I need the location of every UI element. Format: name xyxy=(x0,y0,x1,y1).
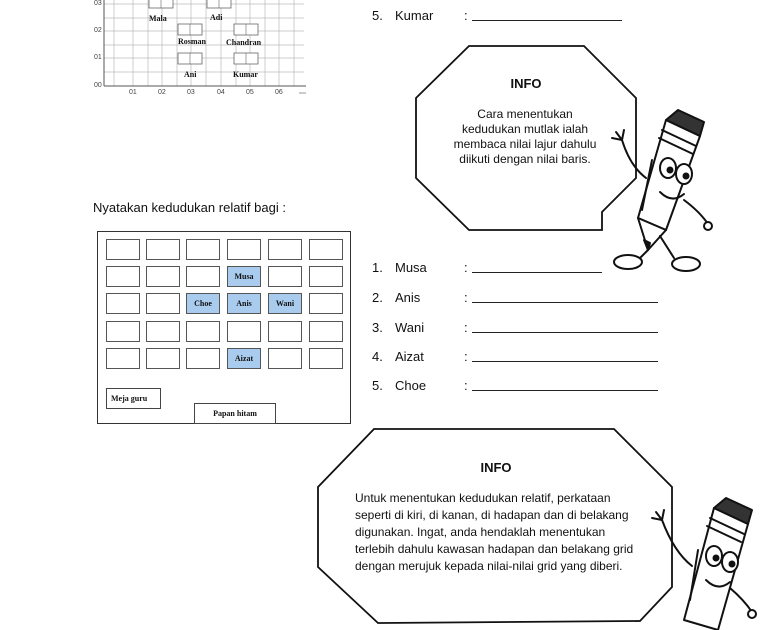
question-name: Anis xyxy=(395,290,421,305)
question-name: Wani xyxy=(395,320,425,335)
question-number: 5. xyxy=(372,8,383,23)
y-tick: 03 xyxy=(94,0,102,7)
seat xyxy=(186,266,220,287)
question-name: Musa xyxy=(395,260,427,275)
seat xyxy=(268,321,302,342)
seat xyxy=(309,293,343,314)
question-number: 1. xyxy=(372,260,383,275)
seat xyxy=(146,266,180,287)
seat xyxy=(186,239,220,260)
x-tick: 03 xyxy=(187,89,195,96)
question-name: Aizat xyxy=(395,349,424,364)
absolute-position-grid xyxy=(92,0,310,98)
pencil-mascot-icon xyxy=(648,490,758,630)
x-tick: 06 xyxy=(275,89,283,96)
y-tick: 01 xyxy=(94,54,102,61)
x-tick: 05 xyxy=(246,89,254,96)
seat xyxy=(309,321,343,342)
classroom-diagram xyxy=(97,231,351,424)
seat xyxy=(227,321,261,342)
grid-lines xyxy=(92,0,310,98)
seat xyxy=(309,239,343,260)
info-title-1: INFO xyxy=(510,76,542,91)
answer-line xyxy=(472,302,658,303)
question-colon: : xyxy=(464,8,468,23)
question-colon: : xyxy=(464,349,468,364)
question-number: 3. xyxy=(372,320,383,335)
x-tick: 01 xyxy=(129,89,137,96)
blackboard-label: Papan hitam xyxy=(194,403,276,424)
question-name: Kumar xyxy=(395,8,434,23)
question-number: 4. xyxy=(372,349,383,364)
seat-student: Musa xyxy=(227,266,261,287)
seat xyxy=(146,293,180,314)
answer-line xyxy=(472,20,622,21)
grid-name-label: Adi xyxy=(210,13,223,22)
seat xyxy=(146,321,180,342)
seat-student: Wani xyxy=(268,293,302,314)
seat xyxy=(106,321,140,342)
question-number: 5. xyxy=(372,378,383,393)
seat-student: Aizat xyxy=(227,348,261,369)
grid-name-label: Mala xyxy=(149,14,167,23)
pencil-mascot-icon xyxy=(604,100,714,278)
seat xyxy=(186,348,220,369)
seat xyxy=(227,239,261,260)
answer-line xyxy=(472,272,602,273)
answer-line xyxy=(472,361,658,362)
info-body-1: Cara menentukan kedudukan mutlak ialah membaca nilai lajur dahulu diikuti dengan nilai baris. xyxy=(453,107,597,166)
seat xyxy=(146,348,180,369)
grid-name-label: Ani xyxy=(184,70,197,79)
info-body-2: Untuk menentukan kedudukan relatif, perkataan seperti di kiri, di kanan, di hadapan dan di belakang digunakan. Ingat, anda hendaklah menentukan terlebih dahulu kawasan hadapan dan belakang grid dengan merujuk kepada nilai-nilai grid yang diberi. xyxy=(355,491,634,573)
seat xyxy=(268,348,302,369)
x-tick: 04 xyxy=(217,89,225,96)
answer-line xyxy=(472,332,658,333)
grid-name-label: Rosman xyxy=(178,37,207,46)
seat xyxy=(268,239,302,260)
seat xyxy=(106,266,140,287)
info-title-2: INFO xyxy=(480,460,512,475)
question-colon: : xyxy=(464,378,468,393)
question-name: Choe xyxy=(395,378,427,393)
grid-name-label: Chandran xyxy=(226,38,262,47)
y-tick: 00 xyxy=(94,82,102,89)
seat-student: Choe xyxy=(186,293,220,314)
relative-heading: Nyatakan kedudukan relatif bagi : xyxy=(93,200,286,215)
seat xyxy=(268,266,302,287)
seat xyxy=(106,239,140,260)
question-colon: : xyxy=(464,260,468,275)
seat xyxy=(106,293,140,314)
seat xyxy=(186,321,220,342)
seat xyxy=(106,348,140,369)
seat xyxy=(309,348,343,369)
question-colon: : xyxy=(464,290,468,305)
teacher-desk-label: Meja guru xyxy=(106,388,161,409)
x-tick: 02 xyxy=(158,89,166,96)
seat xyxy=(146,239,180,260)
answer-line xyxy=(472,390,658,391)
seat xyxy=(309,266,343,287)
y-tick: 02 xyxy=(94,27,102,34)
question-number: 2. xyxy=(372,290,383,305)
grid-name-label: Kumar xyxy=(233,70,258,79)
seat-student: Anis xyxy=(227,293,261,314)
question-colon: : xyxy=(464,320,468,335)
